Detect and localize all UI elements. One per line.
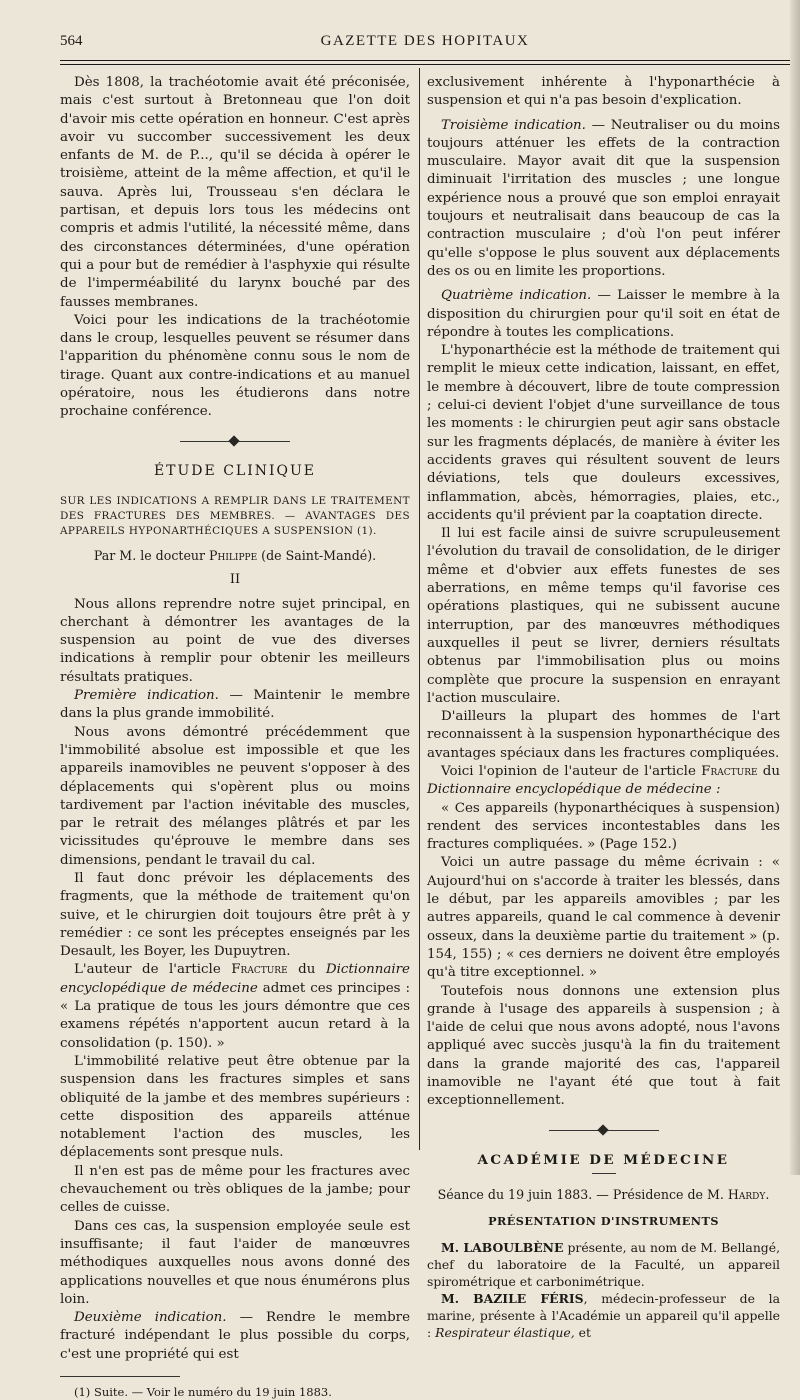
paragraph — [60, 1309, 410, 1364]
indication-text: — Rendre le membre fracturé indépendant le plus possible du corps, c'est une propriété qui est — [60, 1310, 410, 1362]
indication-label: Troisième indication. — [441, 117, 586, 133]
text-run: Voici l'opinion de l'auteur de l'article — [441, 763, 696, 779]
article-name: Fracture — [701, 763, 758, 779]
paragraph: Voici un autre passage du même écrivain : « Aujourd'hui on s'accorde à traiter les blessés, dans le début, par les appareils amovibles ; par les autres appareils, quand le cal commence à devenir osseux, dans la deuxième partie du traitement » (p. 154, 155) ; « ces derniers ne doivent être employés qu'à titre exceptionnel. » — [427, 855, 780, 981]
left-column — [60, 74, 410, 1400]
instrument-name: Respirateur élastique, — [435, 1324, 575, 1340]
paragraph — [427, 117, 780, 282]
paragraph — [427, 1239, 780, 1290]
paragraph: L'immobilité relative peut être obtenue par la suspension dans les fractures simples et sans obliquité de la jambe et des membres supérieurs : cette disposition des appareils atténue notablement l'action des muscles, les déplacements sont presque nuls. — [60, 1053, 410, 1161]
paragraph: Il lui est facile ainsi de suivre scrupuleusement l'évolution du travail de consolidation, de le diriger même et d'obvier aux effets funestes de ses aberrations, en même temps qu'il favorise ces opérations plastiques, qui ne subissent aucune interruption, par des manœuvres méthodiques auxquelles il peut se livrer, derniers résultats obtenus par l'immobilisation plus ou moins complète que procure la suspension en enrayant l'action musculaire. — [427, 526, 780, 706]
section-subtitle: SUR LES INDICATIONS A REMPLIR DANS LE TRAITEMENT DES FRACTURES DES MEMBRES. — AVANTAGES DES APPAREILS HYPONARTHÉCIQUES A SUSPENSION (1). — [60, 494, 410, 537]
indication-label: Deuxième indication. — [74, 1310, 227, 1326]
short-rule — [592, 1173, 616, 1174]
author-line — [60, 547, 410, 565]
session-text: Séance du 19 juin 1883. — Présidence de M. — [437, 1186, 724, 1202]
dictionary-title: Dictionnaire encyclopédique de médecine : — [427, 782, 721, 798]
page-header — [60, 33, 790, 53]
paragraph: Il n'en est pas de même pour les fractures avec chevauchement ou très obliques de la jambe; pour celles de cuisse. — [60, 1163, 410, 1216]
speaker-name: M. BAZILE FÉRIS — [441, 1290, 584, 1306]
paragraph: Voici pour les indications de la trachéotomie dans le croup, lesquelles peuvent se résumer dans l'apparition du phénomène connu sous le nom de tirage. Quant aux contre-indications et au manuel opératoire, nous les étudierons dans notre prochaine conférence. — [60, 312, 410, 420]
running-title: GAZETTE DES HOPITAUX — [320, 33, 530, 49]
indication-text: — Laisser le membre à la disposition du chirurgien pour qu'il soit en état de répondre à toutes les complications. — [427, 288, 780, 340]
academy-title: ACADÉMIE DE MÉDECINE — [477, 1151, 730, 1168]
paragraph: Dans ces cas, la suspension employée seule est insuffisante; il faut l'aider de manœuvres méthodiques auxquelles nous avons donné des applications nouvelles et que nous énumérons plus loin. — [60, 1218, 410, 1307]
paragraph: Nous avons démontré précédemment que l'immobilité absolue est impossible et que les appareils inamovibles ne peuvent s'opposer à des déplacements qui s'opèrent plus ou moins tardivement par l'action inévitable des muscles, par le retrait des mélanges plâtrés et par les vicissitudes qu'éprouve le membre dans ses dimensions, pendant le travail du cal. — [60, 724, 410, 868]
text-run: du — [298, 962, 316, 978]
paragraph: Dès 1808, la trachéotomie avait été préconisée, mais c'est surtout à Bretonneau que l'on doit d'avoir mis cette opération en honneur. C'est après avoir vu succomber successivement les deux enfants de M. de P..., qu'il se décida à opérer le troisième, atteint de la même affection, et qu'il le sauva. Après lui, Trousseau s'en déclara le partisan, et depuis lors tous les médecins ont compris et admis l'utilité, la nécessité même, dans des circonstances déterminées, d'une opération qui a pour but de remédier à l'asphyxie qui résulte de l'imperméabilité du larynx bouché par des fausses membranes. — [60, 75, 410, 310]
header-rule-thin — [60, 64, 790, 65]
section-title: ÉTUDE CLINIQUE — [153, 462, 317, 479]
right-column — [427, 74, 780, 1341]
page-edge-shadow — [790, 0, 800, 1175]
part-number: II — [229, 572, 241, 588]
author-suffix: (de Saint-Mandé). — [261, 547, 377, 563]
text-run: du — [762, 763, 780, 779]
presentation-title: PRÉSENTATION D'INSTRUMENTS — [488, 1214, 719, 1229]
paragraph — [60, 687, 410, 724]
session-line — [427, 1186, 780, 1204]
paragraph — [427, 1290, 780, 1341]
paragraph: Il faut donc prévoir les déplacements des fragments, que la méthode de traitement qu'on suive, et le chirurgien doit toujours être prêt à y remédier : ce sont les préceptes enseignés par les Desault, les Boyer, les Dupuytren. — [60, 870, 410, 960]
indication-text: — Maintenir le membre dans la plus grande immobilité. — [60, 688, 410, 722]
paragraph — [427, 287, 780, 342]
text-run: L'auteur de l'article — [74, 962, 221, 978]
article-name: Fracture — [231, 962, 288, 978]
paragraph: D'ailleurs la plupart des hommes de l'art reconnaissent à la suspension hyponarthécique des avantages spéciaux dans les fractures compliquées. — [427, 709, 780, 761]
indication-text: — Neutraliser ou du moins toujours atténuer les effets de la contraction musculaire. Mayor avait dit que la suspension diminuait l'irritation des muscles ; une longue expérience nous a prouvé que son emploi enrayait toujours et neutralisait dans beaucoup de cas la contraction musculaire ; d'où l'on peut inférer qu'elle s'oppose le plus souvent aux déplacements des os ou en limite les proportions. — [427, 117, 780, 279]
text-run: , médecin-professeur de la marine, présente à l'Académie un appareil qu'il appelle : — [427, 1290, 780, 1340]
paragraph — [60, 961, 410, 1052]
indication-label: Quatrième indication. — [441, 288, 592, 304]
footnote-rule — [60, 1376, 180, 1377]
paragraph: Nous allons reprendre notre sujet principal, en cherchant à démontrer les avantages de la suspension au point de vue des diverses indications à remplir pour obtenir les meilleurs résultats pratiques. — [60, 596, 410, 685]
author-prefix: Par M. le docteur — [93, 547, 206, 563]
text-run: présente, au nom de M. Bellangé, chef du laboratoire de la Faculté, un appareil spirométrique et carbonimétrique. — [427, 1239, 781, 1289]
author-name: Philippe — [209, 547, 258, 563]
dictionary-title: Dictionnaire encyclopédique de médecine — [60, 962, 410, 996]
section-ornament — [180, 436, 290, 446]
paragraph: exclusivement inhérente à l'hyponarthécie à suspension et qui n'a pas besoin d'explication. — [427, 75, 780, 109]
text-run: admet ces principes : « La pratique de tous les jours démontre que ces examens répétés n'apportent aucun retard à la consolidation (p. 150). » — [60, 980, 410, 1051]
section-ornament — [549, 1125, 659, 1135]
speaker-name: M. LABOULBÈNE — [441, 1239, 564, 1255]
paragraph: L'hyponarthécie est la méthode de traitement qui remplit le mieux cette indication, laissant, en effet, le membre à découvert, libre de toute compression ; celui-ci devient l'objet d'une surveillance de tous les moments : le chirurgien peut agir sans obstacle sur les fragments déplacés, de manière à éviter les accidents graves qui résultent souvent de leurs déviations, tels que douleurs excessives, inflammation, abcès, hémorragies, plaies, etc., accidents qu'il prévient par la coaptation directe. — [427, 343, 780, 523]
president-name: Hardy. — [727, 1186, 770, 1202]
footnote: (1) Suite. — Voir le numéro du 19 juin 1883. — [74, 1385, 332, 1399]
indication-label: Première indication. — [74, 688, 219, 704]
column-divider — [419, 68, 420, 1150]
header-rule-thick — [60, 60, 790, 61]
paragraph: Toutefois nous donnons une extension plus grande à l'usage des appareils à suspension ; à l'aide de celui que nous avons adopté, nous l'avons appliqué avec succès jusqu'à la fin du traitement dans la grande majorité des cas, l'appareil inamovible ne l'ayant été que tout à fait exceptionnellement. — [427, 983, 780, 1109]
paragraph — [427, 763, 780, 800]
text-run: et — [574, 1324, 591, 1340]
paragraph: « Ces appareils (hyponarthéciques à suspension) rendent des services incontestables dans les fractures compliquées. » (Page 152.) — [427, 800, 780, 853]
page-number: 564 — [60, 33, 83, 49]
